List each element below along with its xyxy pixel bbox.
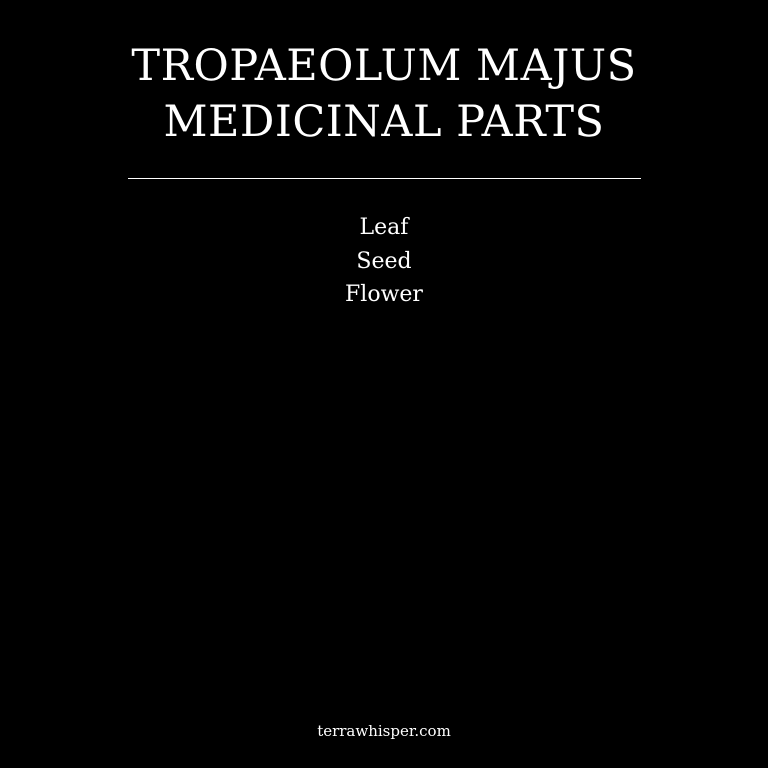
list-item: Flower — [345, 282, 423, 307]
medicinal-parts-list — [0, 211, 768, 312]
title-divider — [128, 178, 641, 179]
page-title — [0, 38, 768, 150]
site-credit: terrawhisper.com — [317, 722, 451, 740]
list-item: Leaf — [359, 215, 409, 240]
title-line-2: MEDICINAL PARTS — [163, 97, 605, 147]
list-item: Seed — [356, 248, 412, 274]
title-line-1: TROPAEOLUM MAJUS — [131, 41, 637, 91]
